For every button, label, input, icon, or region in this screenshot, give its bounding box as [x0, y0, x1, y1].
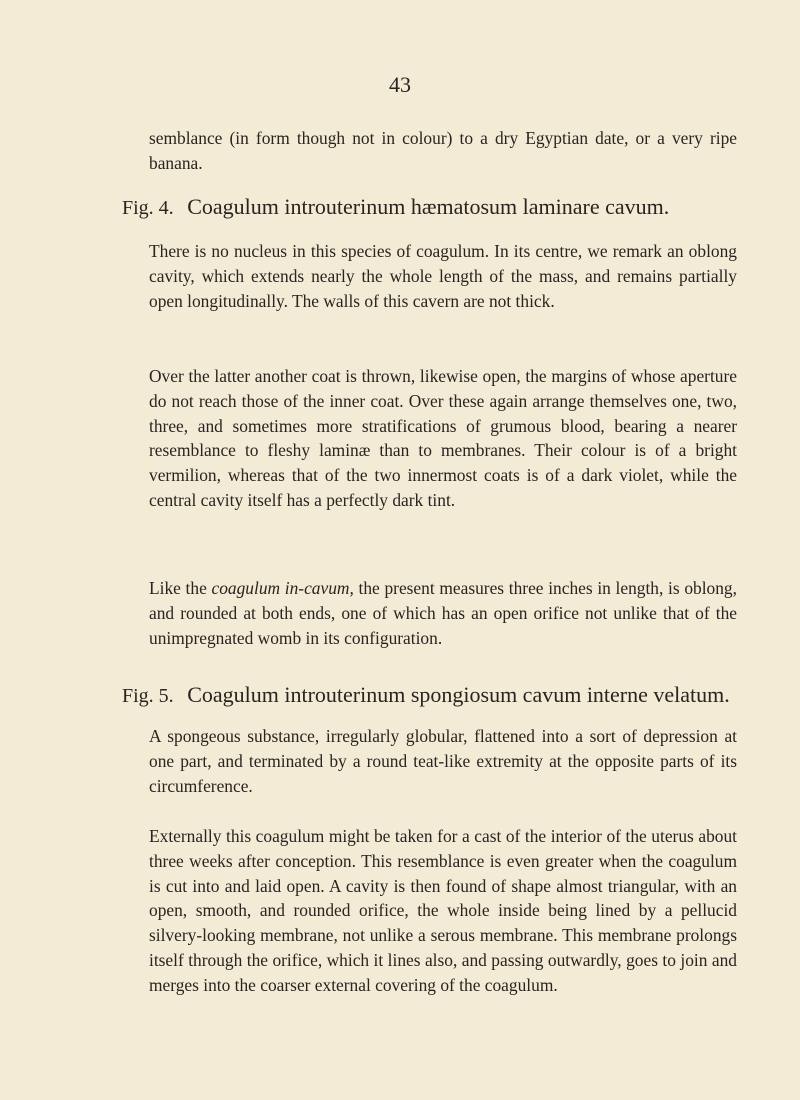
- figure-5-paragraph-2: [149, 824, 737, 998]
- continuation-text: semblance (in form though not in colour) to a dry Egyptian date, or a very ripe banana.: [149, 128, 737, 173]
- page-number: 43: [389, 72, 411, 97]
- figure-4-text-3-rest: the present measures three inches in length, is oblong, and rounded at both ends, one of which has an open orifice not unlike that of the unimpregnated womb in its configuration.: [149, 578, 737, 648]
- figure-4-text-3-italic: coagulum in-cavum,: [211, 578, 354, 598]
- continuation-paragraph: [149, 126, 737, 176]
- figure-4-text-2: Over the latter another coat is thrown, likewise open, the margins of whose aperture do not reach those of the inner coat. Over these again arrange themselves one, two, three, and sometimes more stratifications of grumous blood, bearing a nearer resemblance to fleshy laminæ than to membranes. Their colour is of a bright vermilion, whereas that of the two innermost coats is of a dark violet, while the central cavity itself has a perfectly dark tint.: [149, 366, 737, 510]
- figure-4-label: Fig. 4.: [122, 197, 174, 219]
- figure-4-paragraph-1: [149, 239, 737, 313]
- figure-5-title: Coagulum introuterinum spongiosum cavum interne velatum.: [187, 682, 730, 707]
- figure-5-text-2: Externally this coagulum might be taken for a cast of the interior of the uterus about three weeks after conception. This resemblance is even greater when the coagulum is cut into and laid open. A cavity is then found of shape almost triangular, with an open, smooth, and rounded orifice, the whole inside being lined by a pellucid silvery-looking membrane, not unlike a serous membrane. This membrane prolongs itself through the orifice, which it lines also, and passing outwardly, goes to join and merges into the coarser external covering of the coagulum.: [149, 826, 737, 995]
- figure-4-heading: [122, 193, 762, 222]
- figure-4-text-1: There is no nucleus in this species of coagulum. In its centre, we remark an oblong cavity, which extends nearly the whole length of the mass, and remains partially open longitudinally. The walls of this cavern are not thick.: [149, 241, 737, 311]
- figure-5-paragraph-1: [149, 724, 737, 798]
- figure-4-paragraph-2: [149, 364, 737, 513]
- figure-4-text-3-prefix: Like the: [149, 578, 212, 598]
- figure-4-text-3: [149, 576, 737, 650]
- figure-5-label: Fig. 5.: [122, 685, 174, 707]
- figure-4-paragraph-3: [149, 576, 737, 650]
- figure-5-text-1: A spongeous substance, irregularly globular, flattened into a sort of depression at one part, and terminated by a round teat-like extremity at the opposite parts of its circumference.: [149, 726, 737, 796]
- figure-4-title: Coagulum introuterinum hæmatosum laminare cavum.: [187, 194, 670, 219]
- figure-5-heading: [122, 681, 762, 710]
